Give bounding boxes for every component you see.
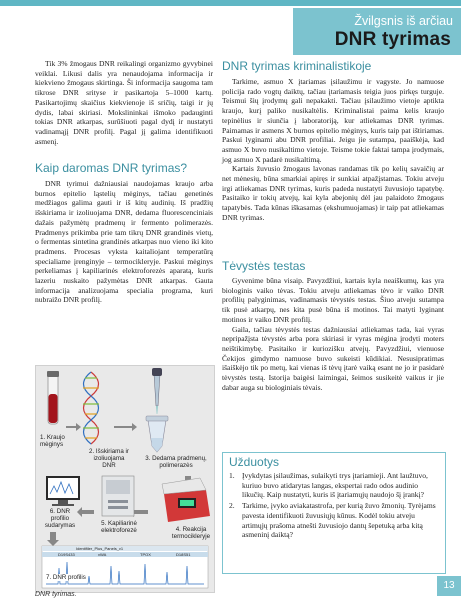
header-bar: [0, 0, 461, 6]
marker-3-label: TPOX: [140, 552, 151, 557]
right-paragraph-1: Tarkime, asmuo X įtariamas įsilaužimu ir vagyste. Jo namuose policija rado vogtų daiktų, tačiau įtariamasis teigia juos pirkęs turguje. Teismui šių įrodymų gali nepakakti. Tačiau įsilaužimo vietoje aptikta kraujo, kurį paliko nusikaltėlis. Kriminalistai paima kelis kraujo tepinėlius ir siunčia į laboratoriją, kur atliekamas DNR tyrimas. Paimamas ir asmens X burnos epitelio mėginys, kuris taip pat ištiriamas. Paskui lyginami abu DNR profiliai. Jeigu jie sutampa, paaiškėja, kad asmuo X buvo nusikaltimo vietoje. Teisme tokie faktai tampa įrodymais, jog asmuo X padarė nusikaltimą.: [222, 77, 444, 164]
step-4-label: 4. Reakcija termocikleryje: [171, 526, 211, 541]
intro-text: [35, 59, 213, 146]
right-text-1: [222, 77, 444, 223]
task-list: [229, 471, 437, 541]
figure-illustration: [36, 366, 214, 592]
blood-tube-icon: [47, 371, 59, 424]
dna-test-figure: [35, 365, 215, 593]
step-2-label: 2. Išskiriama ir izoliuojama DNR: [89, 448, 129, 470]
task-box: [222, 452, 446, 574]
step-6-label: 6. DNR profilio sudarymas: [44, 508, 76, 530]
left-body-paragraph: DNR tyrimui dažniausiai naudojamas kraujo arba burnos epitelio ląstelių mėginys, tačiau genetinės medžiagos galima gauti ir iš kitų audinių. Iš pradžių išskiriama ir izoliuojama DNR, dedama fluorescenciniais dažais pažymėtų pradmenų ir fermento polimerazės. Pradmenys prikimba prie tam tikrų DNR grandinės vietų, o fermentas sintetina grandinės atkarpas nuo vieno iki kito pradmens. Procesas vyksta kaitaliojant temperatūrą specialiame įrenginyje – termocikleryje. Paskui mėginys perkeliamas į kapiliarinės elektroforezės aparatą, kuris lazeriu nuskaito pažymėtas DNR atkarpas. Gauta informacija analizuojama specialia programa, kuri nubraižo DNR profilį.: [35, 179, 213, 305]
task-text: Tarkime, įvyko aviakatastrofa, per kurią žuvo žmonių. Tyrėjams pavesta identifikuoti žuvusiųjų kūnus. Kodėl tokiu atveju artimųjų prašoma atnešti žuvusiojo dantų šepetuką arba kitą asmeninį daiktą?: [242, 501, 436, 540]
right-paragraph-4: Gaila, tačiau tėvystės testas dažniausiai atliekamas tada, kai vyras nepripažįsta tėvystės arba pora skiriasi ir vyras mėgina įrodyti moters neištikimybę. Pasitaiko ir kuriozišku atvejų. Pavyzdžiui, vienuose Čekijos gimdymo namuose buvo sukeisti kūdikiai. Nesusipratimas išaiškėjo tik po metų, kai vienas iš tėvų įtarė vaiką esant ne jo ir pasidarė tėvystės testą. Istorija baigėsi laimingai, šeimos susikeitė vaikus ir jie dabar auga su biologiniais tėvais.: [222, 324, 444, 392]
left-heading: Kaip daromas DNR tyrimas?: [35, 161, 188, 175]
page-title: DNR tyrimas: [334, 29, 451, 50]
electrophoresis-machine-icon: [102, 476, 134, 516]
marker-2-label: vWA: [98, 552, 107, 557]
right-paragraph-2: Kartais žuvusio žmogaus lavonas randamas tik po kelių savaičių ar net mėnesių, būna smarkiai apiręs ir sunkiai atpažįstamas. Tokiu atveju irgi atliekamas DNR tyrimas, kuris padeda nustatyti žuvusiojo tapatybę. Pasitaiko ir tokių atvejų, kai kyla abejonių dėl jau palaidoto žmogaus tapatybės. Tada kūnas iškasamas (ekshumuojamas) ir taip pat atliekamas DNR tyrimas.: [222, 164, 444, 222]
thermocycler-icon: [162, 478, 210, 522]
task-title: Užduotys: [229, 455, 280, 469]
section-label: Žvilgsnis iš arčiau: [354, 14, 453, 28]
intro-paragraph: Tik 3% žmogaus DNR reikalingi organizmo gyvybinei veiklai. Likusi dalis yra nenaudojama informacija ir kiekvieno žmogaus skirtinga. Ši informacija saugoma tam tikrose DNR srityse ir pasikartoja 5–1000 kartų. Pasikartojimų skaičius kiekvienoje iš sričių, taigi ir jų dydis, labai skiriasi. Mokslininkai išmoko padauginti tokias DNR atkarpas, surūšiuoti pagal dydį ir nustatyti vadinamąjį DNR profilį. Pagal jį galima identifikuoti asmenį.: [35, 59, 213, 146]
task-item: [229, 471, 437, 500]
computer-icon: [46, 476, 80, 506]
marker-1-label: D19S433: [58, 552, 75, 557]
task-text: Įvykdytas įsilaužimas, sulaikyti trys įtariamieji. Ant laužtuvo, kuriuo buvo atidarytas langas, ekspertai rado odos audinio likučių. Kaip nustatyti, kuris iš įtariamųjų naudojo šį įrankį?: [242, 471, 428, 500]
header-box: [293, 8, 461, 55]
right-heading-1: DNR tyrimas kriminalistikoje: [222, 59, 372, 73]
figure-caption: DNR tyrimas.: [35, 591, 77, 598]
page-number: 13: [437, 576, 461, 596]
pipette-icon: [152, 368, 162, 414]
right-paragraph-3: Gyvenime būna visaip. Pavyzdžiui, kartais kyla neaiškumų, kas yra biologinis vaiko tėvas. Tokiu atveju atliekamas tėvo ir vaiko DNR profilių palyginimas, vadinamasis tėvystės testas. Šiuo atveju sutampa tik pusė atkarpų, nes kita pusė būna iš motinos. Tai matyti lyginant motinos ir vaiko DNR profilį.: [222, 276, 444, 324]
step-7-label: 7. DNR profilis: [46, 574, 86, 581]
task-number: 1.: [229, 471, 235, 480]
dna-helix-icon: [83, 372, 99, 444]
right-heading-2: Tėvystės testas: [222, 259, 306, 273]
step-5-label: 5. Kapiliarinė elektroforezė: [101, 520, 137, 535]
marker-4-label: D18S51: [176, 552, 191, 557]
left-body: [35, 179, 213, 305]
step-3-label: 3. Dedama pradmenų, polimerazės: [145, 455, 207, 470]
right-text-2: [222, 276, 444, 392]
step-1-label: 1. Kraujo mėginys: [40, 434, 65, 449]
task-number: 2.: [229, 501, 235, 511]
task-item: [229, 501, 437, 540]
microtube-icon: [146, 416, 168, 452]
profile-header-label: Identifiler_Plus_Panels_v1: [76, 546, 124, 551]
